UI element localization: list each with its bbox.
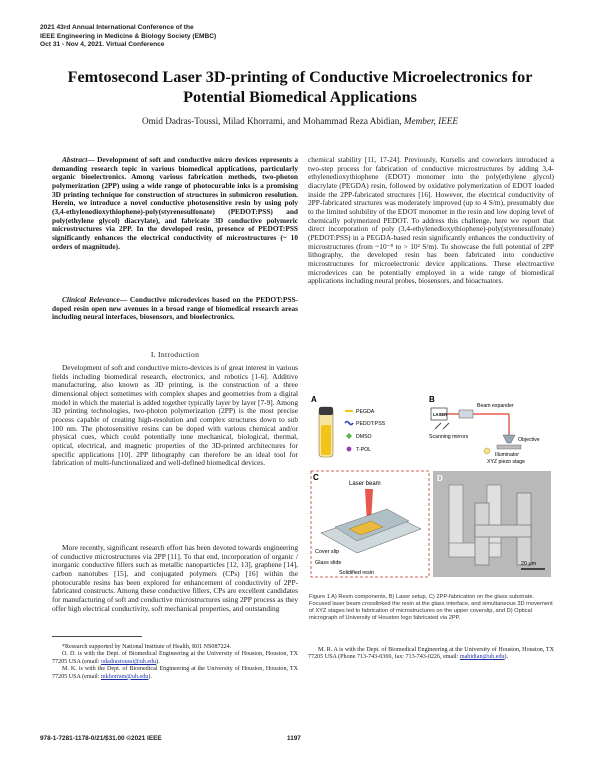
legend-line-pedot bbox=[345, 422, 353, 425]
panel-a bbox=[311, 395, 386, 457]
illuminator-label: Illuminator bbox=[495, 452, 519, 458]
abstract bbox=[52, 156, 298, 251]
conference-line-1: 2021 43rd Annual International Conference of the bbox=[40, 24, 194, 31]
section-heading-introduction: I. Introduction bbox=[150, 350, 200, 359]
abstract-lead: Abstract bbox=[62, 155, 88, 164]
conference-line-2: IEEE Engineering in Medicine & Biology Society (EMBC) bbox=[40, 32, 217, 40]
figure-1 bbox=[309, 393, 553, 591]
legend-marker-dmso bbox=[346, 433, 352, 439]
footnotes-left bbox=[52, 644, 298, 681]
intro-paragraph-1: Development of soft and conductive micro-devices is of great interest in various fields including biomedical research, electronics, and robotics [1-6]. Additive manufacturing, also known as 3D printing, is the construction of a three dimensional object sometimes with complex shapes and geometries from a digital model in which the material is added together typically layer by layer [7-9]. Among 3D printing technologies, two-photon polymerization (2PP) is the most precise process capable of creating high-resolution and complex structures down to sub 100 nm. The photosensitive resins can be doped with various chemical and/or physical cues, which could potentially tune mechanical, biological, thermal, optical, electrical, and magnetic properties of the 3D-printed architectures for specific applications [10]. 2PP lithography can therefore be an ideal tool for fabrication of multi-functionalized and well-defined biomedical devices. bbox=[52, 363, 298, 468]
email-link-mk[interactable]: mkhorram@uh.edu bbox=[100, 673, 149, 680]
panel-b bbox=[429, 395, 540, 465]
copyright-footer: 978-1-7281-1178-0/21/$31.00 ©2021 IEEE bbox=[40, 735, 162, 742]
email-link-mra[interactable]: mabidian@uh.edu bbox=[459, 654, 505, 661]
panel-c bbox=[311, 471, 429, 577]
conference-line-3: Oct 31 - Nov 4, 2021. Virtual Conference bbox=[40, 41, 165, 49]
scale-bar-label: 20 μm bbox=[521, 561, 537, 567]
beam-expander-icon bbox=[459, 410, 473, 418]
title-line-2: Potential Biomedical Applications bbox=[183, 87, 417, 106]
abstract-text: — Development of soft and conductive micro devices represents a demanding research topic in various biomedical applications, particularly organic bioelectronics. Among various fabrication methods, two-photon polymerization (2PP) using a wide range of photocurable inks is a promising 3D printing technique for construction of structures in submicron resolution. Herein, we introduce a novel conductive photosensitive resin by using poly (3,4-ethylenedioxythiophene)-poly(styrenesulfonate) (PEDOT:PSS) and poly(ethylene glycol) diacrylate), and fabricate 3D conductive polymeric microstructures via 2PP. In the developed resin, presence of PEDOT:PSS significantly enhances the electrical conductivity of microstructures (~ 10 orders of magnitude). bbox=[52, 155, 298, 251]
vial-cap-icon bbox=[319, 407, 333, 415]
scanning-mirror-icon bbox=[435, 423, 441, 429]
piezo-stage-icon bbox=[497, 445, 521, 449]
figure-1-graphic bbox=[309, 393, 553, 591]
footnote-author-mra: M. R. A is with the Dept. of Biomedical Engineering at the University of Houston, Houston, TX 77205 USA (Phone 713-743-0369, fax: 713-743-0226, email: mabidian@uh.edu). bbox=[308, 647, 554, 661]
author-list bbox=[40, 116, 560, 126]
solidified-resin-label: Solidified resin bbox=[339, 570, 375, 576]
legend-tpol: T-POL bbox=[356, 447, 371, 453]
clinical-relevance bbox=[52, 296, 298, 322]
glass-slide-label: Glass slide bbox=[315, 560, 342, 566]
intro-paragraph-3: chemical stability [11, 17-24]. Previously, Kurselis and coworkers introduced a two-step process for fabrication of conductive microstructures by adding 3,4-ethylenedioxythiophene (EDOT) monomer into the poly(ethylene glycol) diacrylate (PEGDA) resin, followed by oxidative polymerization of EDOT loaded inside the 2PP-fabricated structures [16]. However, the electrical conductivity of 2PP-fabricated structures was moderately improved (up to 4 S/m), presumably due to the limited solubility of the EDOT monomer in the resin and low doping level of chemically polymerized PEDOT. To address this challenge, here we report that direct incorporation of poly (3,4-ethylenedioxythiophene)-poly(styrenesulfonate) (PEDOT:PSS) in a PEGDA-based resin significantly enhances the conductivity of microstructures (from ~10⁻⁸ to > 10² S/m). To showcase the full potential of 2PP lithography, the developed resin has been fabricated into conductive microstructures for microelectronic device applications. These electroactive microdevices can be potentially employed in a wide range of biomedical applications including neural probes, biosensors, and bioactuators. bbox=[308, 155, 554, 286]
beam-expander-label: Beam expander bbox=[477, 403, 514, 409]
footnote-funding: *Research supported by National Institute of Health, R01 NS087224. bbox=[62, 644, 232, 650]
paper-title bbox=[40, 68, 560, 107]
objective-label: Objective bbox=[518, 437, 540, 443]
panel-b-label: B bbox=[429, 395, 435, 404]
piezo-stage-label: XYZ piezo stage bbox=[487, 459, 526, 465]
legend-marker-tpol bbox=[347, 447, 352, 452]
clinical-text: — Conductive microdevices based on the PEDOT:PSS-doped resin open new avenues in a broad range of biomedical research areas including neural interfaces, biosensors, and bioelectronics. bbox=[52, 295, 299, 322]
panel-a-label: A bbox=[311, 395, 317, 404]
page-number: 1197 bbox=[287, 735, 301, 742]
logo-u-left bbox=[449, 485, 463, 551]
conference-header bbox=[40, 24, 340, 50]
figure-caption: Figure 1 A) Resin components, B) Laser setup, C) 2PP-fabrication on the glass substrate. Focused laser beam crosslinked the resin at the glass interface, and simultaneous 3D movement of XYZ stages led to fabrication of microstructures on the upper coverslip, and D) Optical micrograph of University of Houston logo fabricated via 2PP. bbox=[309, 594, 553, 622]
footnote-author-od: O. D. is with the Dept. of Biomedical Engineering at the University of Houston, Houston, TX 77205 USA (email: odadrastoussi@uh.edu). bbox=[52, 651, 298, 665]
footnote-rule bbox=[52, 636, 142, 637]
cover-slip-label: Cover slip bbox=[315, 549, 339, 555]
footnotes-right bbox=[308, 647, 554, 662]
legend-dmso: DMSO bbox=[356, 434, 372, 440]
legend-pegda: PEGDA bbox=[356, 409, 375, 415]
panel-d bbox=[433, 471, 551, 577]
clinical-lead: Clinical Relevance bbox=[62, 295, 120, 304]
panel-c-label: C bbox=[313, 473, 319, 482]
vial-liquid bbox=[321, 425, 331, 455]
author-role: Member, IEEE bbox=[403, 116, 458, 126]
intro-paragraph-2: More recently, significant research effort has been devoted towards engineering of conductive microstructures via 2PP [11]. To that end, incorporation of organic / inorganic conductive fillers such as metallic nanoparticles [12, 13], graphene [14], carbon nanotubes [15], and conjugated polymers (CPs) [16] within the photocurable resins has been explored for enhancement of conductivity of 2PP-fabricated constructs. Among these conductive fillers, CPs are excellent candidates for manufacturing of soft and conductive microstructures using 2PP process as they offer high electrical conductivity, soft mechanical properties, and outstanding bbox=[52, 543, 298, 613]
scanning-mirrors-label: Scanning mirrors bbox=[429, 434, 469, 440]
email-link-od[interactable]: odadrastoussi@uh.edu bbox=[100, 658, 157, 665]
laser-source-label: LASER bbox=[433, 412, 448, 417]
illuminator-icon bbox=[484, 448, 490, 454]
footnote-author-mk: M. K. is with the Dept. of Biomedical Engineering at the University of Houston, Houston, TX 77205 USA (email: mkhorram@uh.edu). bbox=[52, 666, 298, 680]
laser-beam-label: Laser beam bbox=[349, 481, 381, 487]
objective-icon bbox=[503, 435, 515, 443]
legend-pedot: PEDOT:PSS bbox=[356, 421, 386, 427]
logo-h-bar bbox=[475, 525, 531, 537]
author-names: Omid Dadras-Toussi, Milad Khorrami, and Mohammad Reza Abidian, bbox=[141, 116, 402, 126]
title-line-1: Femtosecond Laser 3D-printing of Conductive Microelectronics for bbox=[67, 68, 533, 86]
panel-d-label: D bbox=[437, 474, 443, 483]
